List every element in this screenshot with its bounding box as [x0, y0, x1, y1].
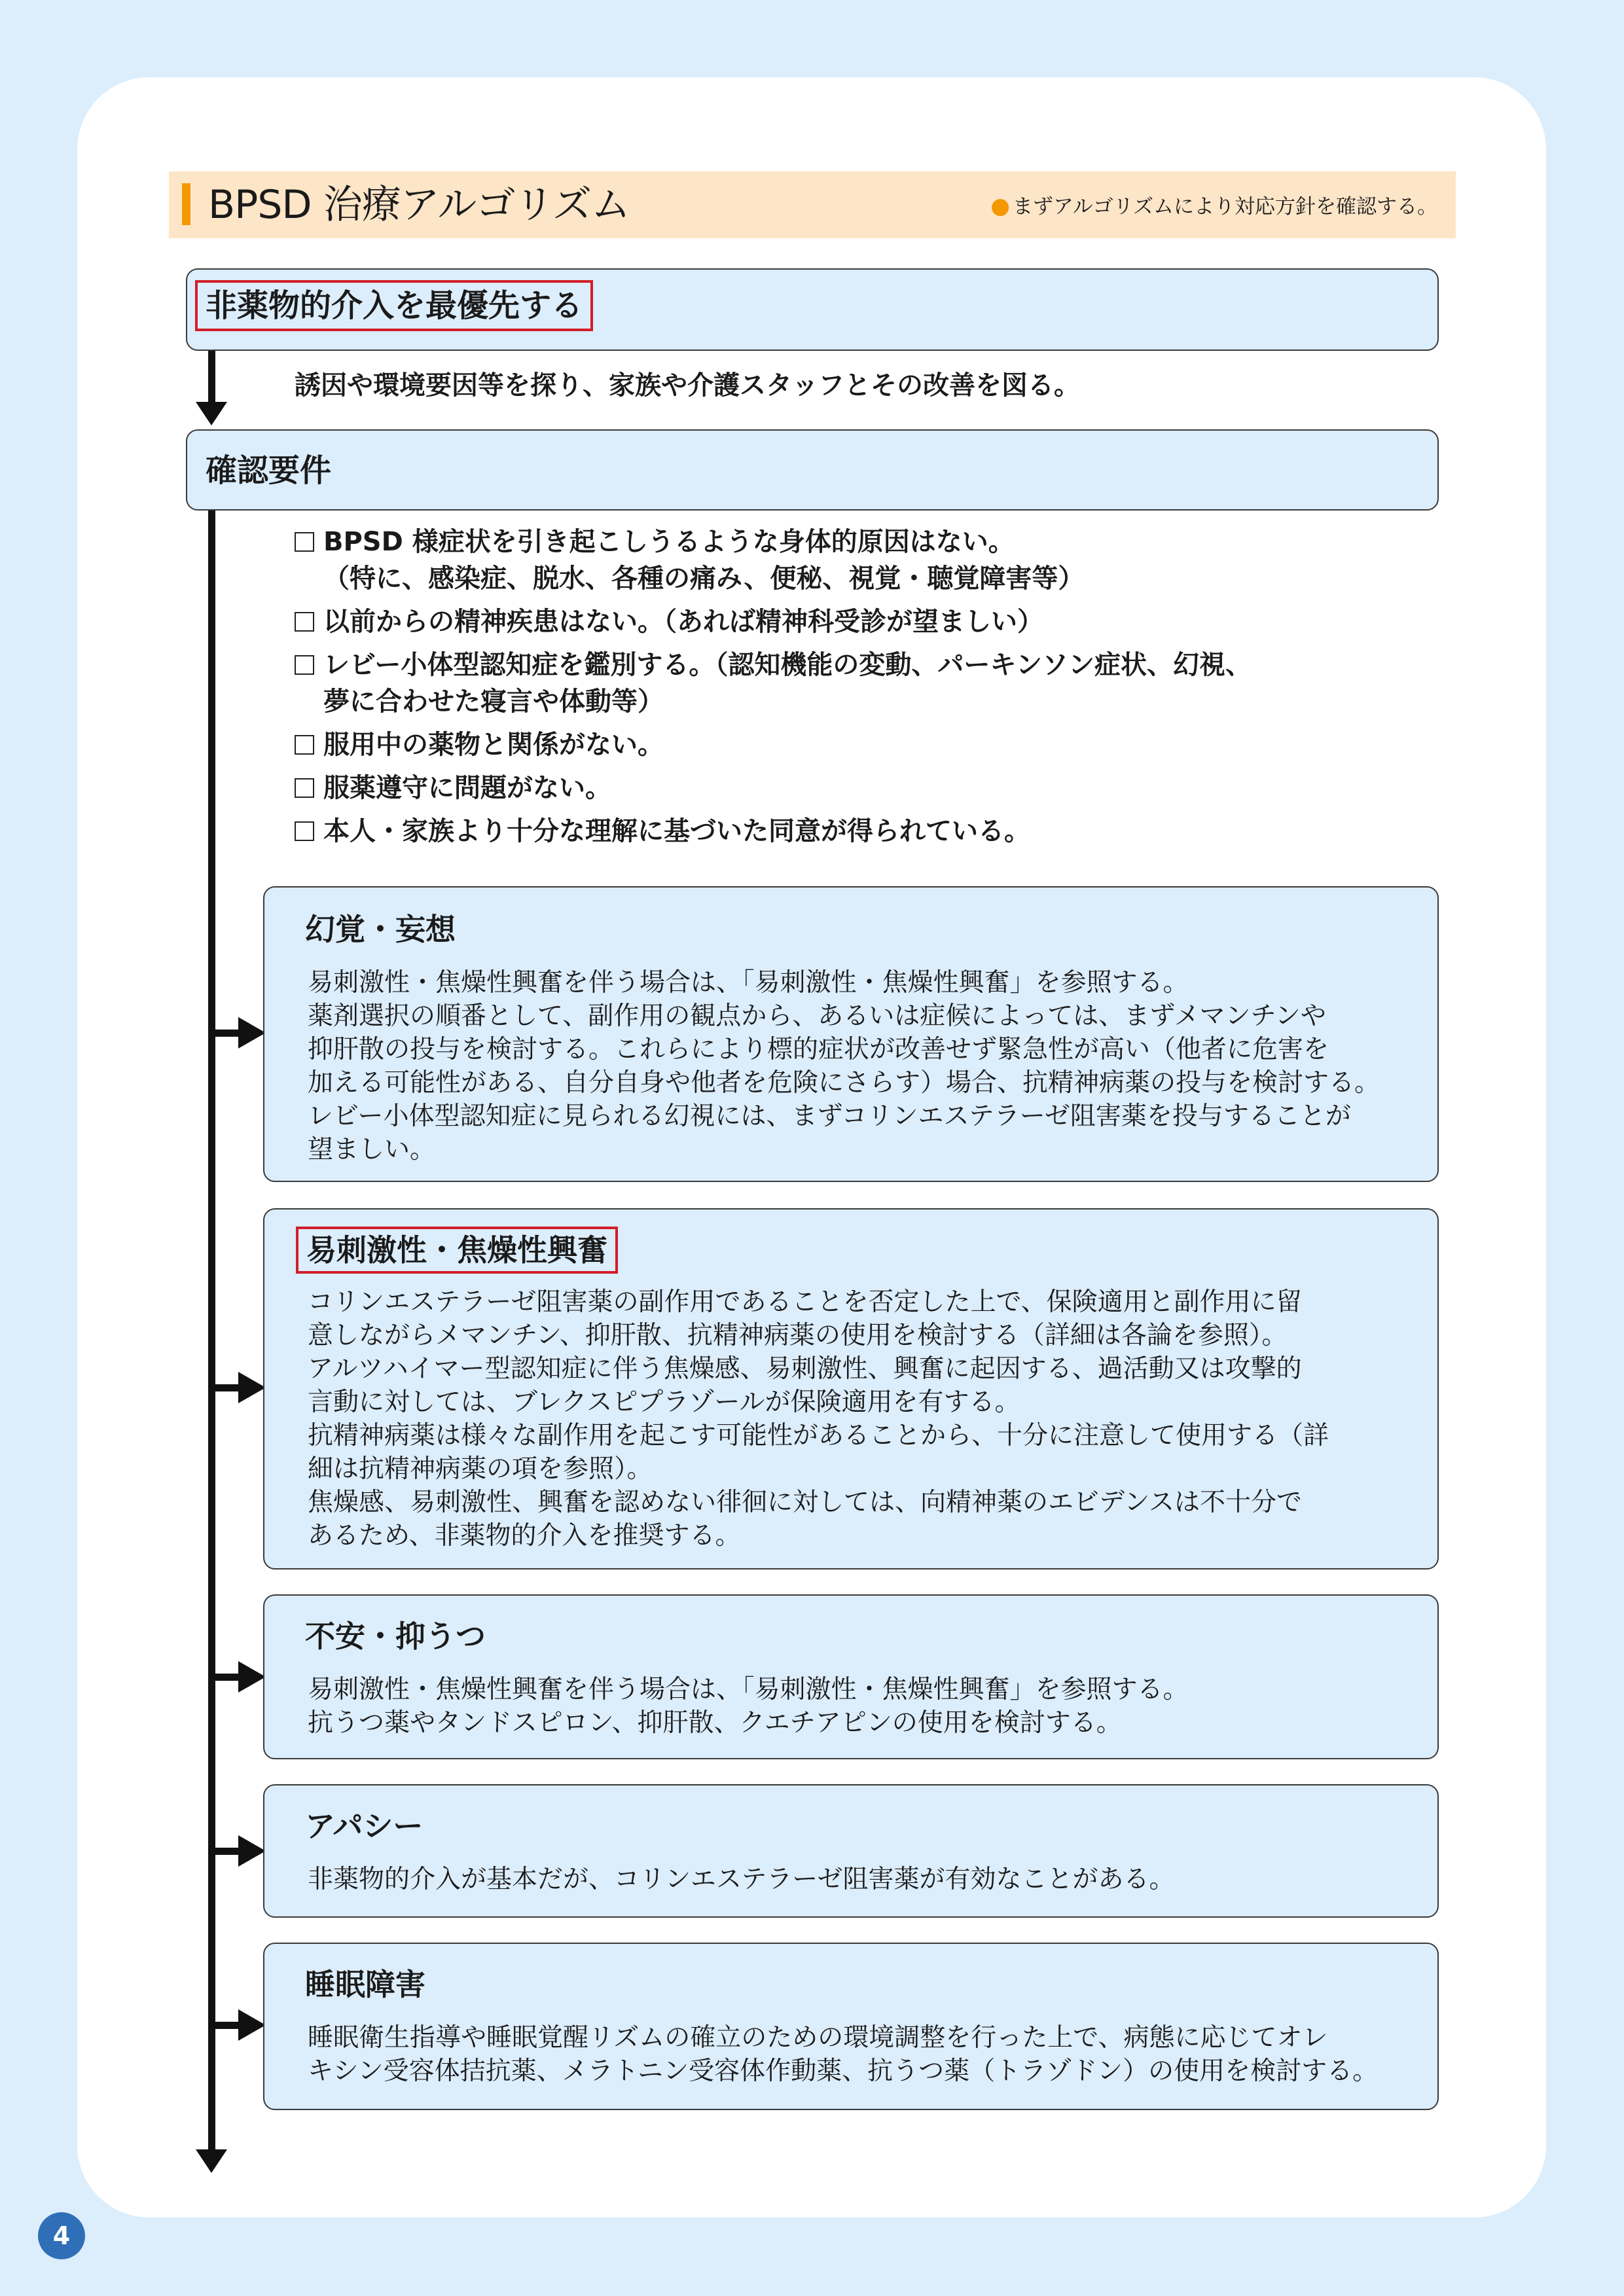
arrow-down-icon [196, 2149, 227, 2173]
step-title-priority: 非薬物的介入を最優先する [195, 280, 593, 331]
category-box-anxiety [263, 1594, 1439, 1759]
category-body [308, 2021, 1405, 2088]
requirements-checklist [295, 524, 1252, 856]
body-line: 加える可能性がある、自分自身や他者を危険にさらす）場合、抗精神病薬の投与を検討する。 [308, 1068, 1380, 1098]
body-line: 抗うつ薬やタンドスピロン、抑肝散、クエチアピンの使用を検討する。 [308, 1708, 1122, 1738]
page-number-badge: 4 [38, 2212, 85, 2259]
body-line: 薬剤選択の順番として、副作用の観点から、あるいは症候によっては、まずメマンチンや [308, 1001, 1326, 1031]
category-title: 睡眠障害 [305, 1967, 425, 2002]
category-box-hallucination [263, 886, 1439, 1182]
step-detail-priority: 誘因や環境要因等を探り、家族や介護スタッフとその改善を図る。 [295, 370, 1080, 401]
branch-arrow-shaft [208, 1674, 241, 1681]
checkbox-icon[interactable] [295, 735, 314, 755]
arrow-right-icon [238, 1661, 266, 1693]
header-note-text: まずアルゴリズムにより対応方針を確認する。 [1012, 195, 1437, 219]
body-line: あるため、非薬物的介入を推奨する。 [308, 1521, 741, 1551]
body-line: 望ましい。 [308, 1135, 436, 1164]
checkbox-icon[interactable] [295, 778, 314, 798]
checklist-item[interactable] [295, 813, 1252, 850]
step-box-priority [186, 268, 1439, 351]
category-body [308, 1863, 1405, 1896]
category-box-irritability [263, 1208, 1439, 1570]
flow-line-top [208, 351, 215, 406]
checklist-item[interactable] [295, 770, 1252, 806]
header-note [990, 191, 1437, 222]
category-body [308, 1285, 1405, 1552]
flow-line-main [208, 509, 215, 2152]
checklist-item[interactable] [295, 524, 1252, 597]
branch-arrow-shaft [208, 1384, 241, 1391]
branch-arrow-shaft [208, 1848, 241, 1855]
header-accent-bar [182, 183, 190, 225]
checklist-item-text: BPSD 様症状を引き起こしうるような身体的原因はない。 [323, 527, 1015, 557]
category-box-apathy [263, 1784, 1439, 1918]
body-line: 易刺激性・焦燥性興奮を伴う場合は、「易刺激性・焦燥性興奮」を参照する。 [308, 968, 1189, 997]
category-title: 易刺激性・焦燥性興奮 [296, 1227, 618, 1274]
category-box-sleep [263, 1943, 1439, 2110]
arrow-right-icon [238, 1372, 266, 1403]
checklist-item-text: 服用中の薬物と関係がない。 [323, 730, 664, 760]
branch-arrow-shaft [208, 2022, 241, 2029]
checklist-item-text: レビー小体型認知症を鑑別する。（認知機能の変動、パーキンソン症状、幻視、 [323, 650, 1252, 680]
bullet-icon: ● [990, 193, 1010, 219]
checklist-item-subtext: 夢に合わせた寝言や体動等） [323, 687, 664, 717]
checkbox-icon[interactable] [295, 655, 314, 675]
checklist-item[interactable] [295, 603, 1252, 640]
checklist-item-text: 本人・家族より十分な理解に基づいた同意が得られている。 [323, 816, 1030, 846]
step-title-requirements: 確認要件 [206, 452, 332, 489]
checklist-item-text: 服薬遵守に問題がない。 [323, 773, 611, 803]
body-line: 睡眠衛生指導や睡眠覚醒リズムの確立のための環境調整を行った上で、病態に応じてオレ [308, 2023, 1328, 2053]
step-box-requirements [186, 429, 1439, 511]
body-line: レビー小体型認知症に見られる幻視には、まずコリンエステラーゼ阻害薬を投与することが [308, 1102, 1351, 1131]
body-line: 抑肝散の投与を検討する。これらにより標的症状が改善せず緊急性が高い（他者に危害を [308, 1035, 1329, 1064]
checklist-item[interactable] [295, 647, 1252, 720]
branch-arrow-shaft [208, 1030, 241, 1037]
checklist-item-subtext: （特に、感染症、脱水、各種の痛み、便秘、視覚・聴覚障害等） [323, 564, 1085, 594]
body-line: キシン受容体拮抗薬、メラトニン受容体作動薬、抗うつ薬（トラゾドン）の使用を検討する。 [308, 2056, 1379, 2086]
body-line: アルツハイマー型認知症に伴う焦燥感、易刺激性、興奮に起因する、過活動又は攻撃的 [308, 1354, 1302, 1384]
body-line: コリンエステラーゼ阻害薬の副作用であることを否定した上で、保険適用と副作用に留 [308, 1287, 1302, 1317]
checkbox-icon[interactable] [295, 532, 314, 552]
checkbox-icon[interactable] [295, 612, 314, 632]
category-title: 不安・抑うつ [305, 1619, 486, 1654]
category-body [308, 966, 1405, 1166]
body-line: 易刺激性・焦燥性興奮を伴う場合は、「易刺激性・焦燥性興奮」を参照する。 [308, 1675, 1189, 1704]
body-line: 非薬物的介入が基本だが、コリンエステラーゼ阻害薬が有効なことがある。 [308, 1865, 1175, 1894]
body-line: 抗精神病薬は様々な副作用を起こす可能性があることから、十分に注意して使用する（詳 [308, 1421, 1329, 1450]
body-line: 細は抗精神病薬の項を参照）。 [308, 1454, 653, 1484]
category-title: 幻覚・妄想 [305, 912, 456, 947]
checkbox-icon[interactable] [295, 821, 314, 841]
arrow-right-icon [238, 1835, 266, 1867]
page-title: BPSD 治療アルゴリズム [208, 182, 630, 228]
arrow-down-icon [196, 402, 227, 425]
checklist-item[interactable] [295, 726, 1252, 763]
arrow-right-icon [238, 2009, 266, 2041]
body-line: 意しながらメマンチン、抑肝散、抗精神病薬の使用を検討する（詳細は各論を参照）。 [308, 1321, 1288, 1350]
body-line: 焦燥感、易刺激性、興奮を認めない徘徊に対しては、向精神薬のエビデンスは不十分で [308, 1488, 1303, 1517]
category-title: アパシー [305, 1808, 424, 1844]
checklist-item-text: 以前からの精神疾患はない。（あれば精神科受診が望ましい） [323, 607, 1043, 637]
arrow-right-icon [238, 1017, 266, 1049]
body-line: 言動に対しては、ブレクスピプラゾールが保険適用を有する。 [308, 1388, 1020, 1417]
category-body [308, 1673, 1405, 1740]
